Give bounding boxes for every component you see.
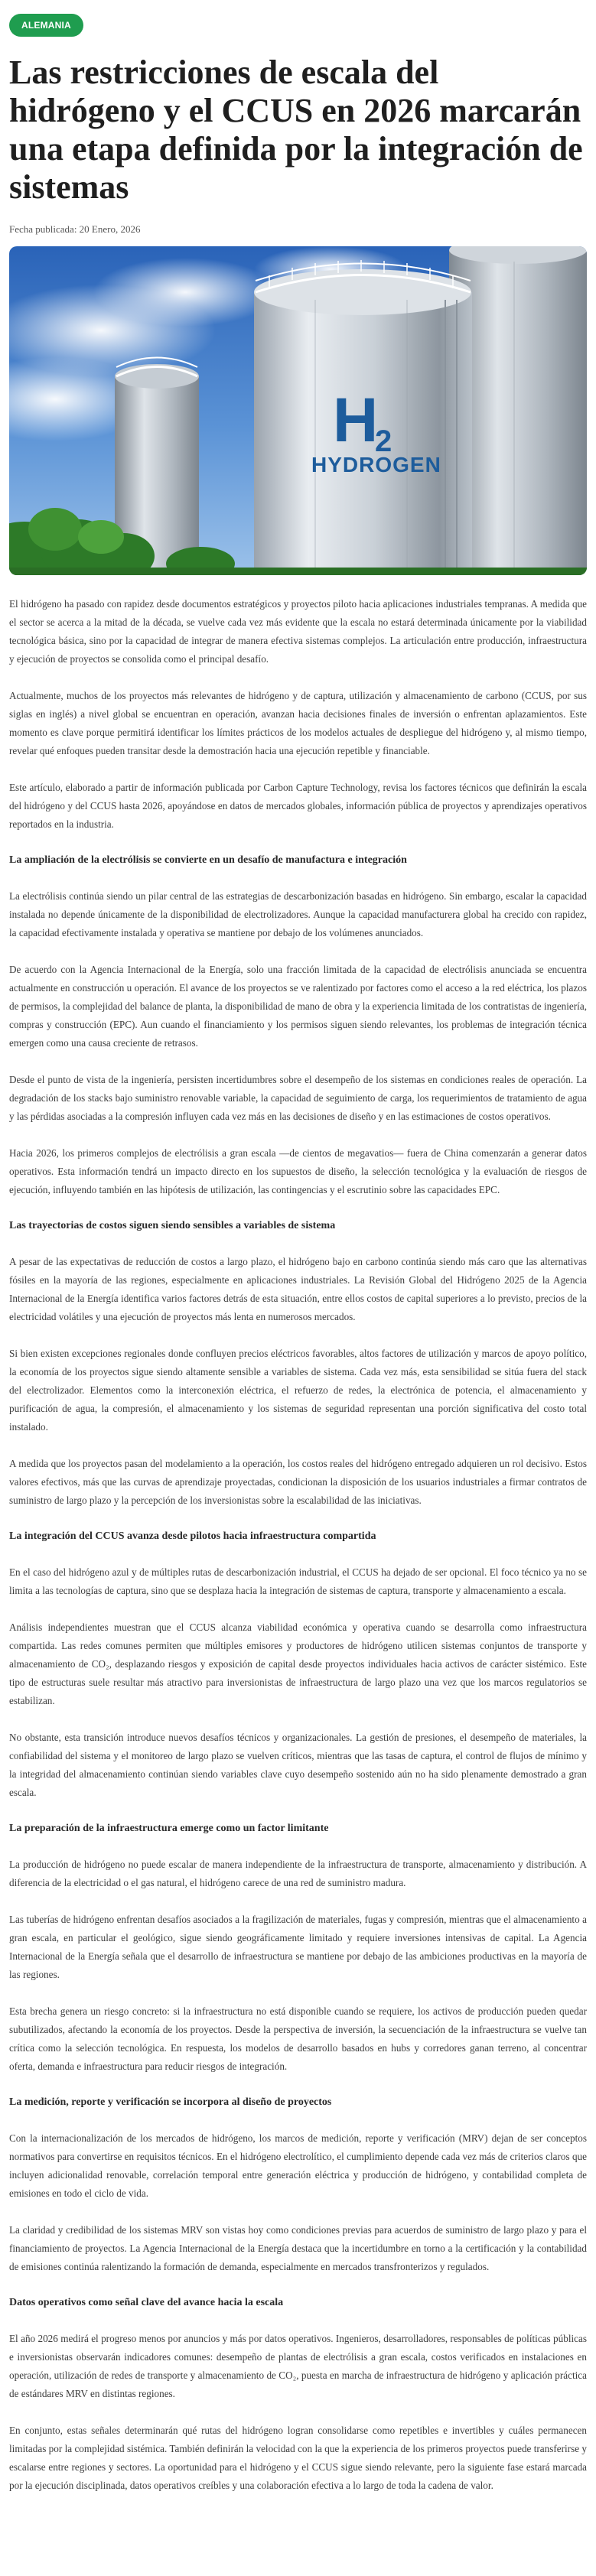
- section-heading: La preparación de la infraestructura emerge como un factor limitante: [9, 1823, 329, 1834]
- paragraph: Este artículo, elaborado a partir de información publicada por Carbon Capture Technology, revisa los factores técnicos que definirán la escala del hidrógeno y del CCUS hasta 2026, apoyándose en datos de mercados globales, información pública de proyectos y aprendizajes operativos reportados en la industria.: [9, 782, 587, 830]
- paragraph: La electrólisis continúa siendo un pilar central de las estrategias de descarbonización basadas en hidrógeno. Sin embargo, escalar la capacidad instalada no depende únicamente de la disponibilidad de electrolizadores. Aunque la capacidad manufacturera global ha crecido con rapidez, la capacidad efectivamente instalada y operativa se mantiene por debajo de los volúmenes anunciados.: [9, 890, 587, 938]
- section-heading: La integración del CCUS avanza desde pilotos hacia infraestructura compartida: [9, 1530, 376, 1542]
- publish-date: Fecha publicada: 20 Enero, 2026: [9, 223, 141, 235]
- article-title: Las restricciones de escala del hidrógeno y el CCUS en 2026 marcarán una etapa definida por la integración de sistemas: [9, 54, 583, 206]
- category-badge[interactable]: ALEMANIA: [9, 14, 83, 37]
- paragraph: Las tuberías de hidrógeno enfrentan desafíos asociados a la fragilización de materiales, fugas y compresión, mientras que el almacenamiento a gran escala, en particular el geológico, sigue siendo geográficamente limitado y requiere inversiones intensivas de capital. La Agencia Internacional de la Energía señala que el desarrollo de infraestructura se mantiene por debajo de las ambiciones productivas en la mayoría de las regiones.: [9, 1914, 587, 1980]
- paragraph: Actualmente, muchos de los proyectos más relevantes de hidrógeno y de captura, utilización y almacenamiento de carbono (CCUS, por sus siglas en inglés) a nivel global se encuentran en operación, avanzan hacia decisiones finales de inversión o enfrentan aplazamientos. Este momento es clave porque permitirá identificar los límites prácticos de los modelos actuales de despliegue del hidrógeno y, al mismo tiempo, revelar qué enfoques pueden transitar desde la demostración hacia una ejecución repetible y financiable.: [9, 690, 587, 756]
- paragraph: Hacia 2026, los primeros complejos de electrólisis a gran escala —de cientos de megavatios— fuera de China comenzarán a generar datos operativos. Esta información tendrá un impacto directo en los supuestos de diseño, la selección tecnológica y la evaluación de riesgos de ejecución, influyendo también en las hipótesis de utilización, las contingencias y el escrutinio sobre las capacidades EPC.: [9, 1147, 587, 1195]
- paragraph: Desde el punto de vista de la ingeniería, persisten incertidumbres sobre el desempeño de los sistemas en condiciones reales de operación. La degradación de los stacks bajo suministro renovable variable, la capacidad de seguimiento de carga, los requerimientos de tratamiento de agua y las pérdidas asociadas a la compresión influyen cada vez más en las decisiones de diseño y en las estimaciones de costos operativos.: [9, 1074, 587, 1122]
- paragraph: La producción de hidrógeno no puede escalar de manera independiente de la infraestructura de transporte, almacenamiento y distribución. A diferencia de la electricidad o el gas natural, el hidrógeno carece de una red de suministro madura.: [9, 1859, 587, 1888]
- hero-h-label: H: [333, 385, 379, 455]
- hero-image: [9, 246, 587, 575]
- paragraph: El hidrógeno ha pasado con rapidez desde documentos estratégicos y proyectos piloto hacia aplicaciones industriales tempranas. A medida que el sector se acerca a la mitad de la década, se vuelve cada vez más evidente que la escala no estará determinada únicamente por la viabilidad tecnológica básica, sino por la capacidad de integrar de manera efectiva sistemas complejos. La articulación entre producción, infraestructura y ejecución de proyectos se consolida como el principal desafío.: [9, 598, 587, 665]
- article-body: [9, 595, 587, 2495]
- hero-subscript-label: 2: [375, 424, 392, 458]
- hero-hydrogen-label: HYDROGEN: [311, 453, 441, 476]
- section-heading: Las trayectorias de costos siguen siendo sensibles a variables de sistema: [9, 1220, 336, 1231]
- paragraph: La claridad y credibilidad de los sistemas MRV son vistas hoy como condiciones previas para acuerdos de suministro de largo plazo y para el financiamiento de proyectos. La Agencia Internacional de la Energía destaca que la incertidumbre en torno a la certificación y la contabilidad de emisiones continúa ralentizando la formación de demanda, especialmente en mercados transfronterizos y regulados.: [9, 2224, 587, 2272]
- section-heading: Datos operativos como señal clave del avance hacia la escala: [9, 2297, 284, 2308]
- paragraph: A medida que los proyectos pasan del modelamiento a la operación, los costos reales del hidrógeno entregado adquieren un rol decisivo. Estos valores efectivos, más que las curvas de aprendizaje proyectadas, condicionan la disposición de los usuarios industriales a firmar contratos de suministro de largo plazo y la percepción de los inversionistas sobre la escalabilidad de las iniciativas.: [9, 1458, 587, 1506]
- paragraph: Si bien existen excepciones regionales donde confluyen precios eléctricos favorables, altos factores de utilización y marcos de apoyo político, la economía de los proyectos sigue siendo altamente sensible a variables de sistema. Cada vez más, esta sensibilidad se sitúa fuera del stack del electrolizador. Elementos como la interconexión eléctrica, el refuerzo de redes, la electrónica de potencia, el almacenamiento y purificación de agua, la compresión, el almacenamiento y los sistemas de seguridad representan una porción significativa del costo total instalado.: [9, 1348, 587, 1433]
- paragraph: En el caso del hidrógeno azul y de múltiples rutas de descarbonización industrial, el CCUS ha dejado de ser opcional. El foco técnico ya no se limita a las tecnologías de captura, sino que se desplaza hacia la integración de sistemas de captura, transporte y almacenamiento a escala.: [9, 1566, 587, 1596]
- paragraph: No obstante, esta transición introduce nuevos desafíos técnicos y organizacionales. La gestión de presiones, el desempeño de materiales, la confiabilidad del sistema y el monitoreo de largo plazo se vuelven críticos, mientras que las tasas de captura, el control de flujos de mínimo y la integridad del almacenamiento continúan siendo variables clave cuyo desempeño sostenido aún no ha sido plenamente demostrado a gran escala.: [9, 1732, 587, 1798]
- paragraph: A pesar de las expectativas de reducción de costos a largo plazo, el hidrógeno bajo en carbono continúa siendo más caro que las alternativas fósiles en la mayoría de las regiones, especialmente en aplicaciones industriales. La Revisión Global del Hidrógeno 2025 de la Agencia Internacional de la Energía identifica varios factores detrás de esta situación, entre ellos costos de capital superiores a lo previsto, precios de la electricidad volátiles y una ejecución de proyectos más lenta en numerosos mercados.: [9, 1256, 587, 1322]
- paragraph: Esta brecha genera un riesgo concreto: si la infraestructura no está disponible cuando se requiere, los activos de producción pueden quedar subutilizados, afectando la economía de los proyectos. Desde la perspectiva de inversión, la secuenciación de la infraestructura se vuelve tan crítica como la selección tecnológica. En respuesta, los modelos de desarrollo basados en hubs y corredores ganan terreno, al concentrar oferta, demanda e infraestructura para reducir riesgos de integración.: [9, 2005, 587, 2072]
- paragraph: En conjunto, estas señales determinarán qué rutas del hidrógeno logran consolidarse como repetibles e invertibles y cuáles permanecen limitadas por la complejidad sistémica. También definirán la velocidad con la que la experiencia de los primeros proyectos puede transferirse y escalarse entre regiones y sectores. La oportunidad para el hidrógeno y el CCUS sigue siendo relevante, pero la siguiente fase estará marcada por la ejecución disciplinada, datos operativos creíbles y una colaboración efectiva a lo largo de toda la cadena de valor.: [9, 2425, 587, 2491]
- section-heading: La ampliación de la electrólisis se convierte en un desafío de manufactura e integración: [9, 854, 407, 866]
- paragraph: De acuerdo con la Agencia Internacional de la Energía, solo una fracción limitada de la capacidad de electrólisis anunciada se encuentra actualmente en construcción u operación. El avance de los proyectos se ve ralentizado por factores como el acceso a la red eléctrica, los plazos de permisos, la complejidad del balance de planta, la disponibilidad de mano de obra y la experiencia limitada de los contratistas de ingeniería, compras y construcción (EPC). Aun cuando el financiamiento y los permisos siguen siendo relevantes, los problemas de integración técnica emergen como una causa creciente de retrasos.: [9, 964, 587, 1049]
- paragraph: Con la internacionalización de los mercados de hidrógeno, los marcos de medición, reporte y verificación (MRV) dejan de ser conceptos normativos para convertirse en requisitos técnicos. En el hidrógeno electrolítico, el cumplimiento depende cada vez más de criterios claros que incluyen adicionalidad renovable, correlación temporal entre generación eléctrica y producción de hidrógeno, y contabilidad completa de emisiones en todo el ciclo de vida.: [9, 2132, 587, 2199]
- section-heading: La medición, reporte y verificación se incorpora al diseño de proyectos: [9, 2096, 332, 2108]
- paragraph: Análisis independientes muestran que el CCUS alcanza viabilidad económica y operativa cuando se desarrolla como infraestructura compartida. Las redes comunes permiten que múltiples emisores y productores de hidrógeno utilicen sistemas conjuntos de transporte y almacenamiento de CO₂, desplazando riesgos y exposición de capital desde proyectos individuales hacia activos de carácter sistémico. Este tipo de estructuras suele resultar más atractivo para inversionistas de infraestructura de largo plazo una vez que los marcos regulatorios se estabilizan.: [9, 1621, 587, 1706]
- paragraph: El año 2026 medirá el progreso menos por anuncios y más por datos operativos. Ingenieros, desarrolladores, responsables de políticas públicas e inversionistas observarán indicadores comunes: desempeño de plantas de electrólisis a gran escala, costos verificados en instalaciones en operación, utilización de redes de transporte y almacenamiento de CO₂, puesta en marcha de infraestructura de hidrógeno y aplicación práctica de estándares MRV en distintas regiones.: [9, 2333, 587, 2399]
